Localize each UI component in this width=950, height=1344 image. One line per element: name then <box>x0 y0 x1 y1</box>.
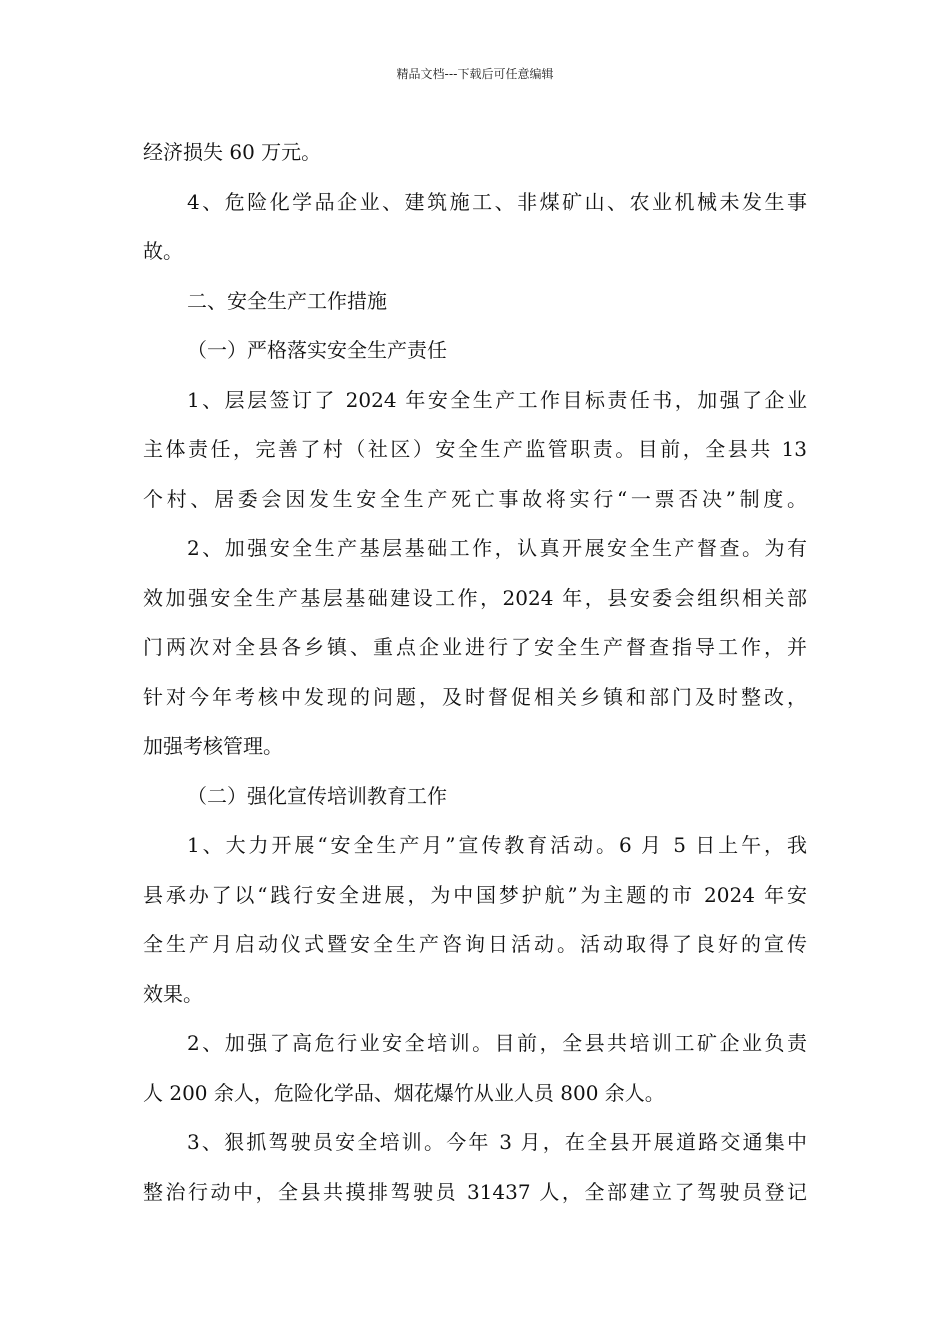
text-line: 2、加强了高危行业安全培训。目前，全县共培训工矿企业负责 <box>187 1031 807 1055</box>
text-line: 全生产月启动仪式暨安全生产咨询日活动。活动取得了良好的宣传 <box>143 932 807 956</box>
page-header: 精品文档---下载后可任意编辑 <box>396 67 554 81</box>
text-line: 3、狠抓驾驶员安全培训。今年 3 月，在全县开展道路交通集中 <box>187 1130 807 1154</box>
section-heading: 二、安全生产工作措施 <box>187 288 387 313</box>
text-line: 个村、居委会因发生安全生产死亡事故将实行“一票否决”制度。 <box>143 486 807 511</box>
subsection-heading: （一）严格落实安全生产责任 <box>187 338 447 362</box>
text-line: 主体责任，完善了村（社区）安全生产监管职责。目前，全县共 13 <box>143 437 807 461</box>
text-line: 1、层层签订了 2024 年安全生产工作目标责任书，加强了企业 <box>187 387 807 412</box>
text-line: 效加强安全生产基层基础建设工作，2024 年，县安委会组织相关部 <box>143 585 807 610</box>
text-line: 针对今年考核中发现的问题，及时督促相关乡镇和部门及时整改， <box>143 684 807 709</box>
text-line: 整治行动中，全县共摸排驾驶员 31437 人，全部建立了驾驶员登记 <box>143 1179 807 1204</box>
subsection-heading: （二）强化宣传培训教育工作 <box>187 783 447 808</box>
text-line: 1、大力开展“安全生产月”宣传教育活动。6 月 5 日上午，我 <box>187 833 807 857</box>
document-body <box>143 128 807 1217</box>
text-line: 人 200 余人，危险化学品、烟花爆竹从业人员 800 余人。 <box>143 1080 665 1105</box>
text-line: 加强考核管理。 <box>143 734 283 758</box>
text-line: 4、危险化学品企业、建筑施工、非煤矿山、农业机械未发生事 <box>187 189 807 214</box>
text-line: 效果。 <box>143 981 203 1006</box>
text-line: 县承办了以“践行安全进展，为中国梦护航”为主题的市 2024 年安 <box>143 882 807 907</box>
text-line: 经济损失 60 万元。 <box>143 140 322 164</box>
text-line: 2、加强安全生产基层基础工作，认真开展安全生产督查。为有 <box>187 536 807 560</box>
text-line: 门两次对全县各乡镇、重点企业进行了安全生产督查指导工作，并 <box>143 635 807 659</box>
text-line: 故。 <box>143 239 183 263</box>
